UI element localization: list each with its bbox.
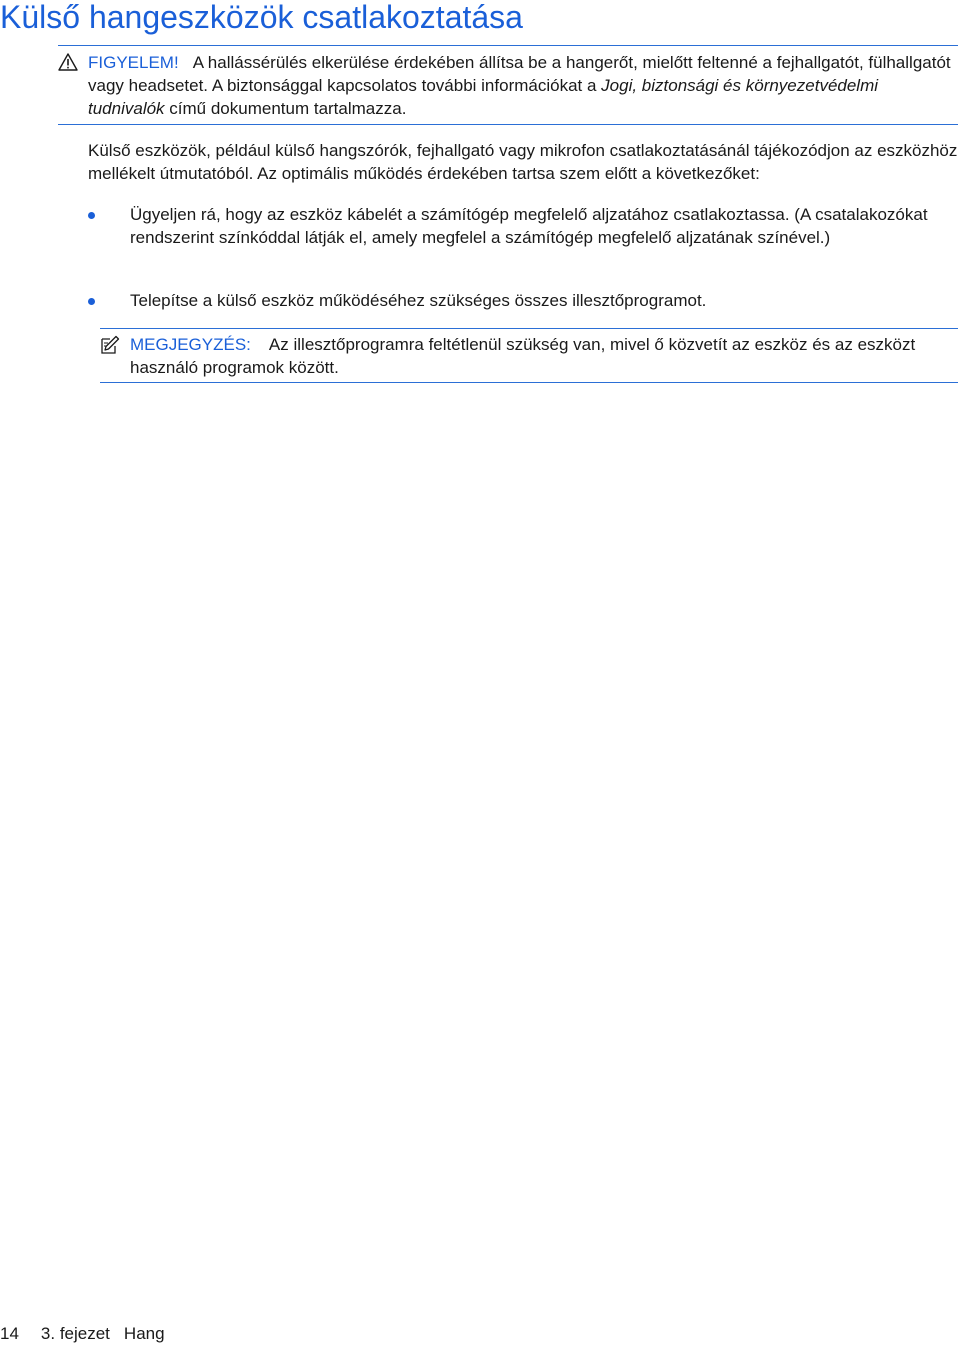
page-number: 14 — [0, 1324, 19, 1343]
bullet-dot-icon — [88, 212, 95, 219]
page-title: Külső hangeszközök csatlakoztatása — [0, 0, 523, 35]
list-item — [88, 203, 958, 249]
warning-label: FIGYELEM! — [88, 53, 179, 72]
footer-section: Hang — [123, 1324, 165, 1343]
warning-doc-title: Jogi, biztonsági és környezetvédelmi tudnivalók — [88, 76, 879, 118]
warning-text — [88, 51, 958, 120]
page-footer — [0, 1323, 165, 1345]
warning-body-2: című dokumentum tartalmazza. — [164, 99, 407, 118]
list-item — [88, 289, 958, 312]
list-item-text: Telepítse a külső eszköz működéséhez szükséges összes illesztőprogramot. — [130, 291, 707, 310]
note-box — [100, 328, 958, 383]
footer-chapter: 3. fejezet — [40, 1324, 110, 1343]
bullet-dot-icon — [88, 298, 95, 305]
warning-triangle-icon — [58, 53, 78, 71]
list-item-text: Ügyeljen rá, hogy az eszköz kábelét a számítógép megfelelő aljzatához csatlakoztassa. (A csatalakozókat rendszerint színkóddal látják el, amely megfelel a számítógép megfelelő aljzatának színével.) — [130, 205, 928, 247]
warning-box — [58, 45, 958, 125]
warning-body-1: A hallássérülés elkerülése érdekében állítsa be a hangerőt, mielőtt feltenné a fejhallgatót, fülhallgatót vagy headsetet. A biztonsággal kapcsolatos további információkat a — [88, 53, 951, 95]
note-text — [130, 333, 958, 379]
intro-paragraph: Külső eszközök, például külső hangszórók, fejhallgató vagy mikrofon csatlakoztatásánál tájékozódjon az eszközhöz mellékelt útmutatóból. Az optimális működés érdekében tartsa szem előtt a következőket: — [88, 141, 958, 183]
note-label: MEGJEGYZÉS: — [130, 335, 251, 354]
note-pencil-icon — [100, 335, 120, 355]
note-body: Az illesztőprogramra feltétlenül szükség van, mivel ő közvetít az eszköz és az eszközt használó programok között. — [130, 335, 916, 377]
